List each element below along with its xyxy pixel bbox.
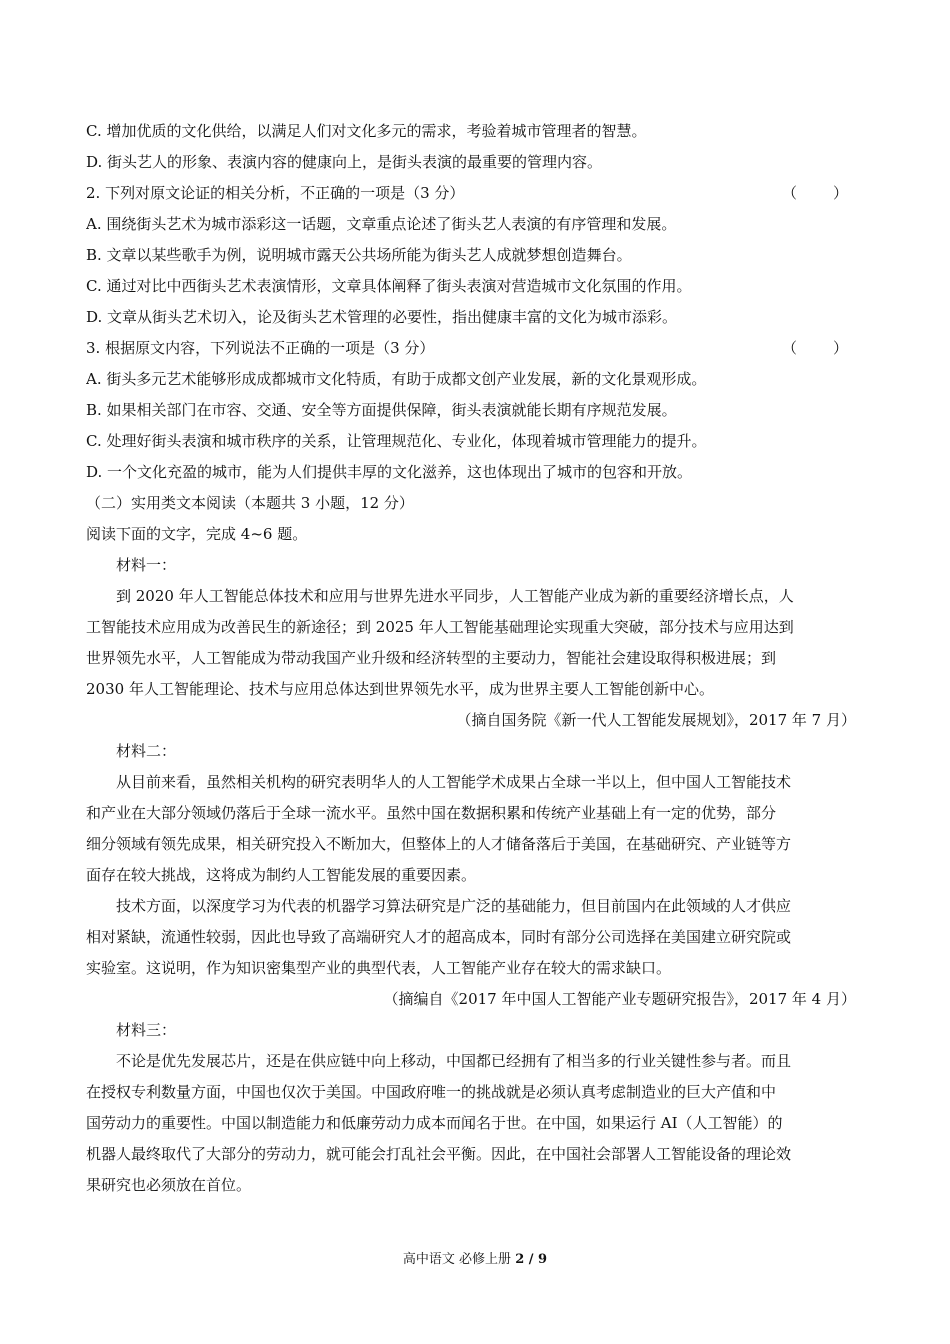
- material3-line: 机器人最终取代了大部分的劳动力，就可能会打乱社会平衡。因此，在中国社会部署人工智能设备的理论效: [86, 1145, 792, 1163]
- material2-p1-line: 和产业在大部分领域仍落后于全球一流水平。虽然中国在数据积累和传统产业基础上有一定的优势，部分: [86, 804, 777, 822]
- material2-label: 材料二：: [116, 742, 177, 760]
- q2-stem: 2. 下列对原文论证的相关分析，不正确的一项是（3 分）: [86, 184, 465, 202]
- q1-option-d: D. 街头艺人的形象、表演内容的健康向上，是街头表演的最重要的管理内容。: [86, 153, 603, 171]
- material2-p2-line: 相对紧缺，流通性较弱，因此也导致了高端研究人才的超高成本，同时有部分公司选择在美国建立研究院或: [86, 928, 792, 946]
- section-instruction: 阅读下面的文字，完成 4~6 题。: [86, 525, 308, 543]
- material1-line: 到 2020 年人工智能总体技术和应用与世界先进水平同步，人工智能产业成为新的重要经济增长点，人: [116, 587, 794, 605]
- q3-option-b: B. 如果相关部门在市容、交通、安全等方面提供保障，街头表演就能长期有序规范发展。: [86, 401, 677, 419]
- q3-stem-row: [86, 333, 864, 364]
- page-footer: [0, 1248, 950, 1267]
- q1-option-c: C. 增加优质的文化供给，以满足人们对文化多元的需求，考验着城市管理者的智慧。: [86, 122, 647, 140]
- material3-line: 国劳动力的重要性。中国以制造能力和低廉劳动力成本而闻名于世。在中国，如果运行 AI（人工智能）的: [86, 1114, 783, 1132]
- material3-line: 果研究也必须放在首位。: [86, 1176, 252, 1194]
- q2-option-d: D. 文章从街头艺术切入，论及街头艺术管理的必要性，指出健康丰富的文化为城市添彩。: [86, 308, 678, 326]
- section-heading: （二）实用类文本阅读（本题共 3 小题，12 分）: [86, 494, 414, 512]
- material1-line: 2030 年人工智能理论、技术与应用总体达到世界领先水平，成为世界主要人工智能创新中心。: [86, 680, 714, 698]
- material2-p2-line: 技术方面，以深度学习为代表的机器学习算法研究是广泛的基础能力，但目前国内在此领域的人才供应: [116, 897, 792, 915]
- q2-option-c: C. 通过对比中西街头艺术表演情形，文章具体阐释了街头表演对营造城市文化氛围的作用。: [86, 277, 692, 295]
- q3-option-a: A. 街头多元艺术能够形成成都城市文化特质，有助于成都文创产业发展，新的文化景观形成。: [86, 370, 707, 388]
- material2-p1-line: 面存在较大挑战，这将成为制约人工智能发展的重要因素。: [86, 866, 477, 884]
- q3-option-d: D. 一个文化充盈的城市，能为人们提供丰厚的文化滋养，这也体现出了城市的包容和开放。: [86, 463, 693, 481]
- footer-title: 高中语文 必修上册: [402, 1252, 516, 1267]
- material2-p1-line: 细分领域有领先成果，相关研究投入不断加大，但整体上的人才储备落后于美国，在基础研究、产业链等方: [86, 835, 792, 853]
- material2-source: （摘编自《2017 年中国人工智能产业专题研究报告》，2017 年 4 月）: [383, 990, 856, 1008]
- q3-option-c: C. 处理好街头表演和城市秩序的关系，让管理规范化、专业化，体现着城市管理能力的提升。: [86, 432, 707, 450]
- material1-line: 世界领先水平，人工智能成为带动我国产业升级和经济转型的主要动力，智能社会建设取得积极进展；到: [86, 649, 777, 667]
- material3-line: 在授权专利数量方面，中国也仅次于美国。中国政府唯一的挑战就是必须认真考虑制造业的巨大产值和中: [86, 1083, 777, 1101]
- q2-answer-blank: （ ）: [781, 184, 850, 202]
- q3-answer-blank: （ ）: [781, 339, 850, 357]
- q2-stem-row: [86, 178, 864, 209]
- material1-source: （摘自国务院《新一代人工智能发展规划》，2017 年 7 月）: [456, 711, 856, 729]
- q2-option-b: B. 文章以某些歌手为例，说明城市露天公共场所能为街头艺人成就梦想创造舞台。: [86, 246, 632, 264]
- material2-p2-line: 实验室。这说明，作为知识密集型产业的典型代表，人工智能产业存在较大的需求缺口。: [86, 959, 672, 977]
- page-number: 2 / 9: [515, 1252, 548, 1267]
- material1-label: 材料一：: [116, 556, 177, 574]
- q3-stem: 3. 根据原文内容，下列说法不正确的一项是（3 分）: [86, 339, 435, 357]
- material3-line: 不论是优先发展芯片，还是在供应链中向上移动，中国都已经拥有了相当多的行业关键性参与者。而且: [116, 1052, 792, 1070]
- material2-p1-line: 从目前来看，虽然相关机构的研究表明华人的人工智能学术成果占全球一半以上，但中国人工智能技术: [116, 773, 792, 791]
- q2-option-a: A. 围绕街头艺术为城市添彩这一话题，文章重点论述了街头艺人表演的有序管理和发展。: [86, 215, 677, 233]
- exam-page: [86, 116, 864, 1201]
- material3-label: 材料三：: [116, 1021, 177, 1039]
- material1-line: 工智能技术应用成为改善民生的新途径；到 2025 年人工智能基础理论实现重大突破，部分技术与应用达到: [86, 618, 794, 636]
